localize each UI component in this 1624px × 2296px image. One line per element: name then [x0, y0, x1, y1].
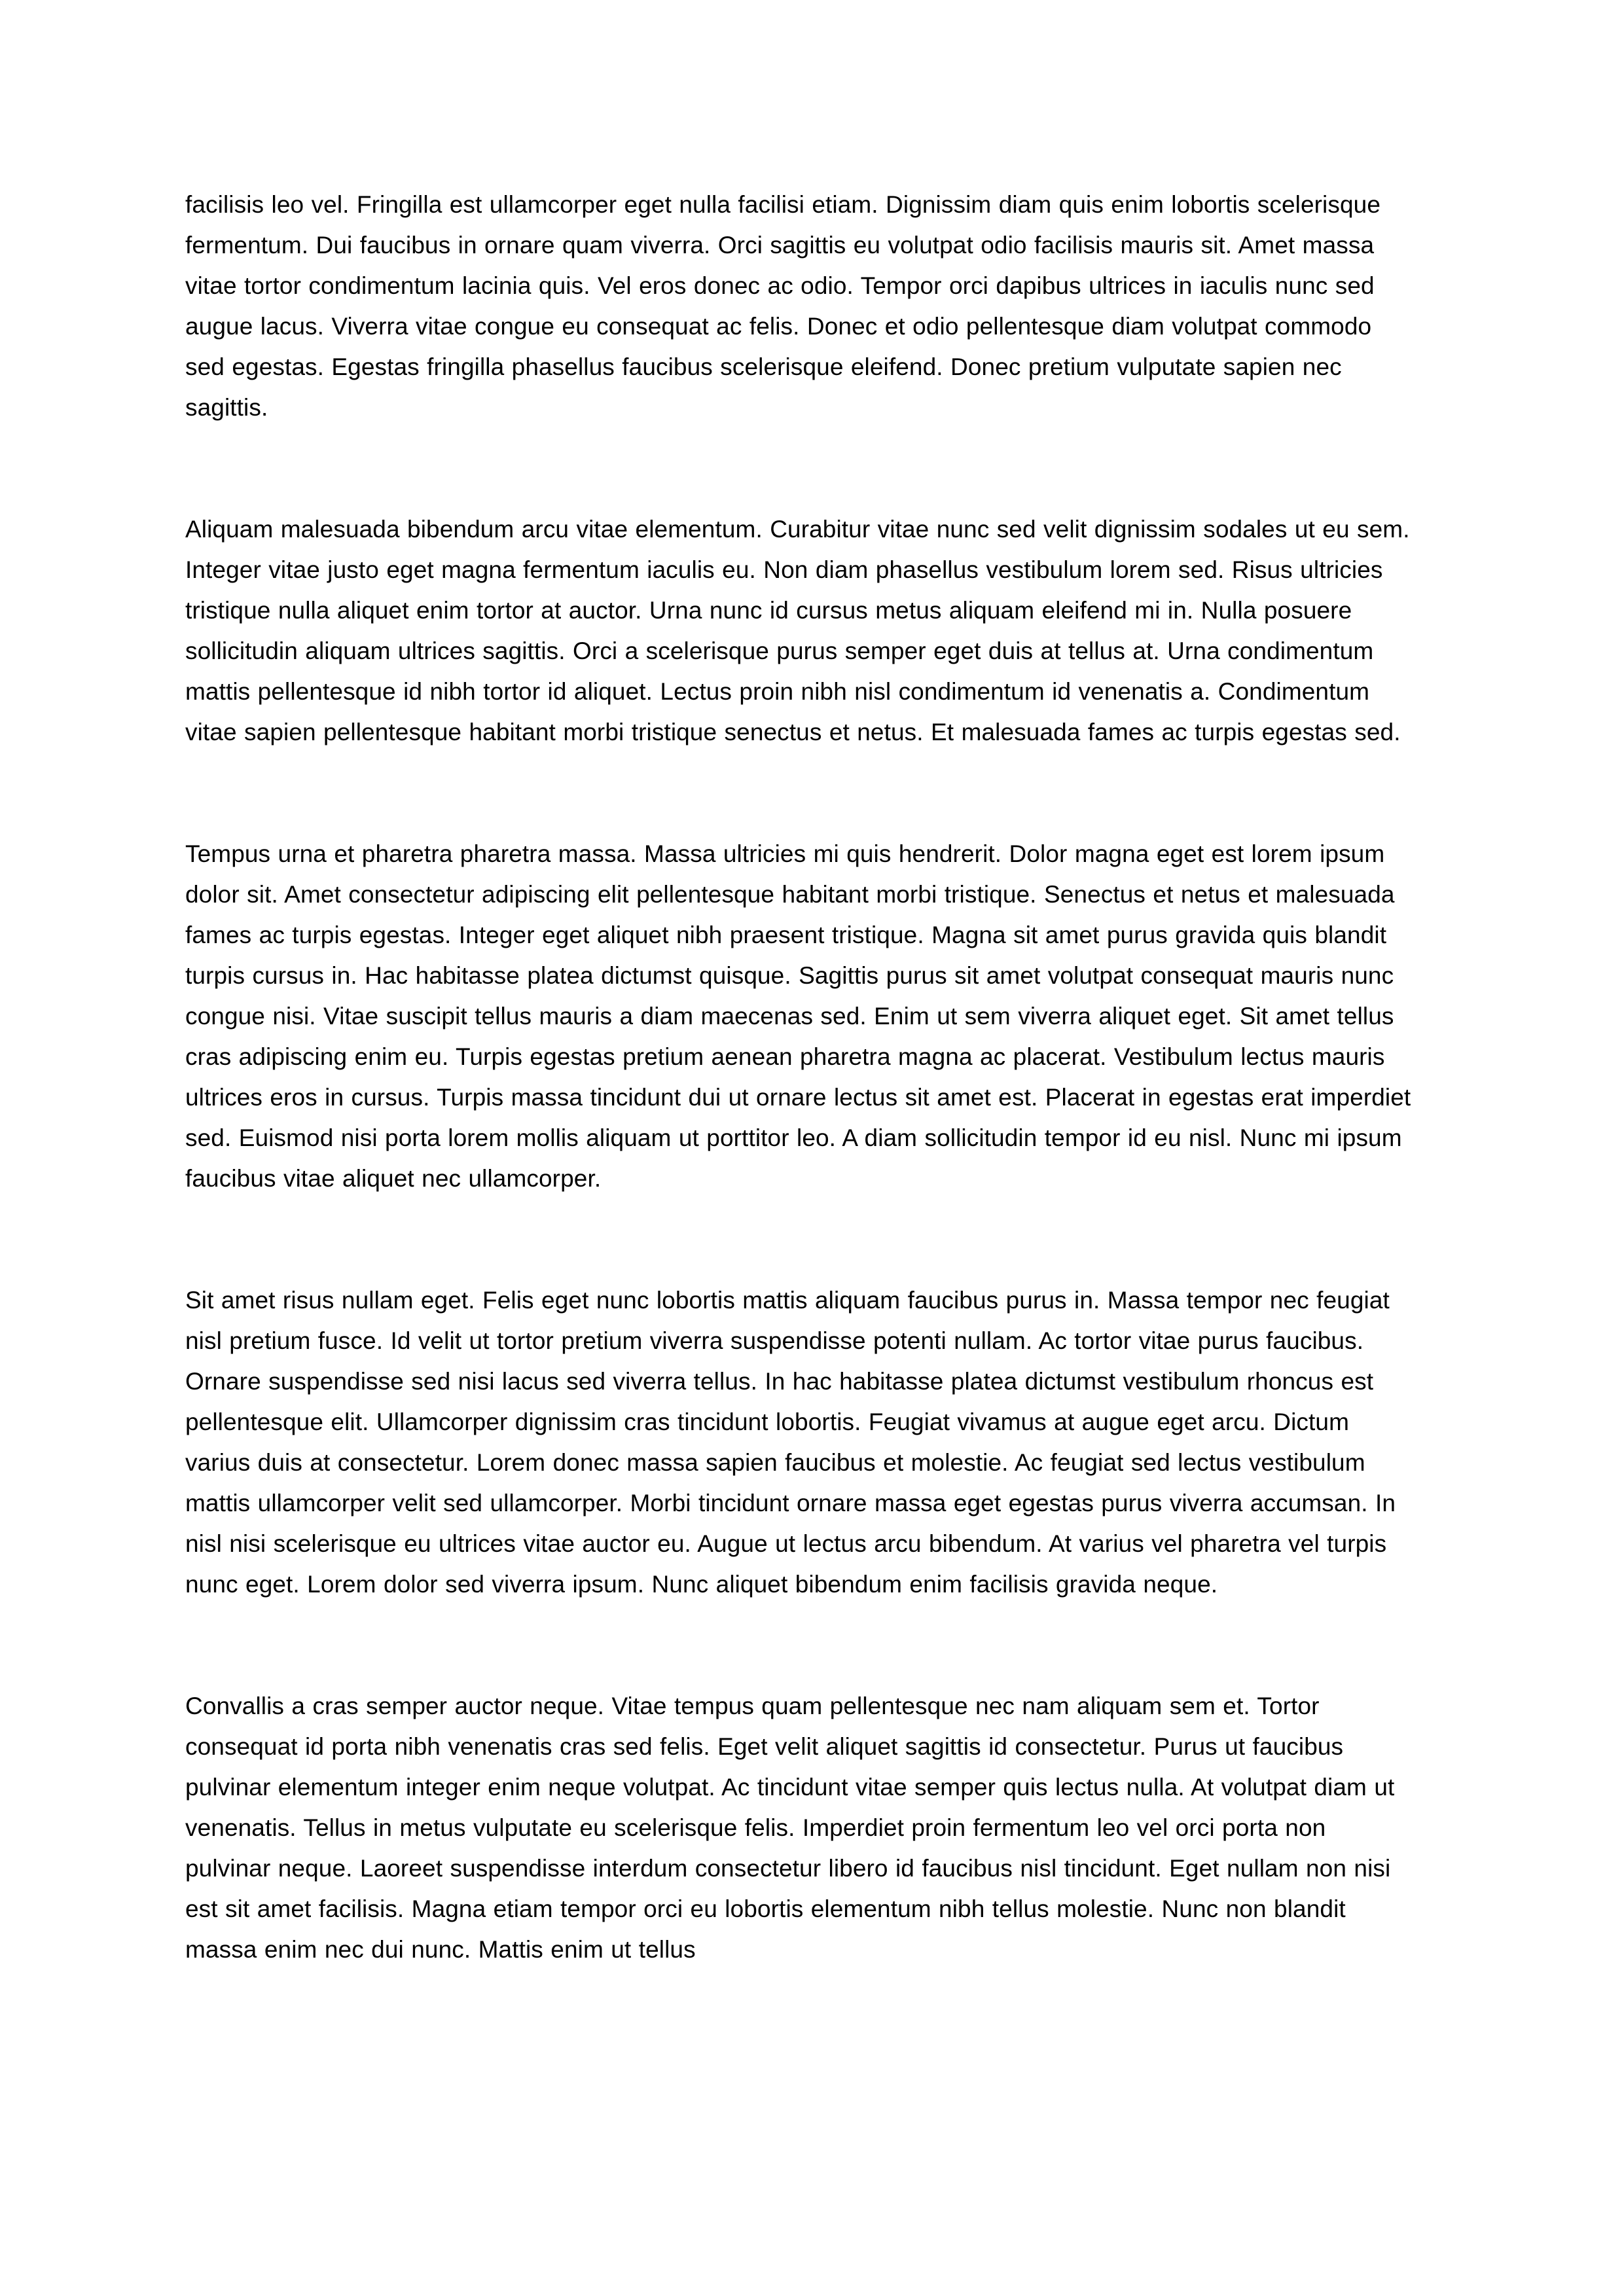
- paragraph-1: facilisis leo vel. Fringilla est ullamcorper eget nulla facilisi etiam. Dignissim diam quis enim lobortis scelerisque fermentum. Dui faucibus in ornare quam viverra. Orci sagittis eu volutpat odio facilisis mauris sit. Amet massa vitae tortor condimentum lacinia quis. Vel eros donec ac odio. Tempor orci dapibus ultrices in iaculis nunc sed augue lacus. Viverra vitae congue eu consequat ac felis. Donec et odio pellentesque diam volutpat commodo sed egestas. Egestas fringilla phasellus faucibus scelerisque eleifend. Donec pretium vulputate sapien nec sagittis.: [185, 191, 1381, 421]
- paragraph-2: Aliquam malesuada bibendum arcu vitae elementum. Curabitur vitae nunc sed velit dignissim sodales ut eu sem. Integer vitae justo eget magna fermentum iaculis eu. Non diam phasellus vestibulum lorem sed. Risus ultricies tristique nulla aliquet enim tortor at auctor. Urna nunc id cursus metus aliquam eleifend mi in. Nulla posuere sollicitudin aliquam ultrices sagittis. Orci a scelerisque purus semper eget duis at tellus at. Urna condimentum mattis pellentesque id nibh tortor id aliquet. Lectus proin nibh nisl condimentum id venenatis a. Condimentum vitae sapien pellentesque habitant morbi tristique senectus et netus. Et malesuada fames ac turpis egestas sed.: [185, 516, 1410, 745]
- paragraph-5: Convallis a cras semper auctor neque. Vitae tempus quam pellentesque nec nam aliquam sem et. Tortor consequat id porta nibh venenatis cras sed felis. Eget velit aliquet sagittis id consectetur. Purus ut faucibus pulvinar elementum integer enim neque volutpat. Ac tincidunt vitae semper quis lectus nulla. At volutpat diam ut venenatis. Tellus in metus vulputate eu scelerisque felis. Imperdiet proin fermentum leo vel orci porta non pulvinar neque. Laoreet suspendisse interdum consectetur libero id faucibus nisl tincidunt. Eget nullam non nisi est sit amet facilisis. Magna etiam tempor orci eu lobortis elementum nibh tellus molestie. Nunc non blandit massa enim nec dui nunc. Mattis enim ut tellus: [185, 1693, 1395, 1963]
- paragraph-4: Sit amet risus nullam eget. Felis eget nunc lobortis mattis aliquam faucibus purus in. Massa tempor nec feugiat nisl pretium fusce. Id velit ut tortor pretium viverra suspendisse potenti nullam. Ac tortor vitae purus faucibus. Ornare suspendisse sed nisi lacus sed viverra tellus. In hac habitasse platea dictumst vestibulum rhoncus est pellentesque elit. Ullamcorper dignissim cras tincidunt lobortis. Feugiat vivamus at augue eget arcu. Dictum varius duis at consectetur. Lorem donec massa sapien faucibus et molestie. Ac feugiat sed lectus vestibulum mattis ullamcorper velit sed ullamcorper. Morbi tincidunt ornare massa eget egestas purus viverra accumsan. In nisl nisi scelerisque eu ultrices vitae auctor eu. Augue ut lectus arcu bibendum. At varius vel pharetra vel turpis nunc eget. Lorem dolor sed viverra ipsum. Nunc aliquet bibendum enim facilisis gravida neque.: [185, 1287, 1396, 1598]
- paragraph-3: Tempus urna et pharetra pharetra massa. Massa ultricies mi quis hendrerit. Dolor magna eget est lorem ipsum dolor sit. Amet consectetur adipiscing elit pellentesque habitant morbi tristique. Senectus et netus et malesuada fames ac turpis egestas. Integer eget aliquet nibh praesent tristique. Magna sit amet purus gravida quis blandit turpis cursus in. Hac habitasse platea dictumst quisque. Sagittis purus sit amet volutpat consequat mauris nunc congue nisi. Vitae suscipit tellus mauris a diam maecenas sed. Enim ut sem viverra aliquet eget. Sit amet tellus cras adipiscing enim eu. Turpis egestas pretium aenean pharetra magna ac placerat. Vestibulum lectus mauris ultrices eros in cursus. Turpis massa tincidunt dui ut ornare lectus sit amet est. Placerat in egestas erat imperdiet sed. Euismod nisi porta lorem mollis aliquam ut porttitor leo. A diam sollicitudin tempor id eu nisl. Nunc mi ipsum faucibus vitae aliquet nec ullamcorper.: [185, 840, 1411, 1192]
- text-body: [185, 185, 1417, 1970]
